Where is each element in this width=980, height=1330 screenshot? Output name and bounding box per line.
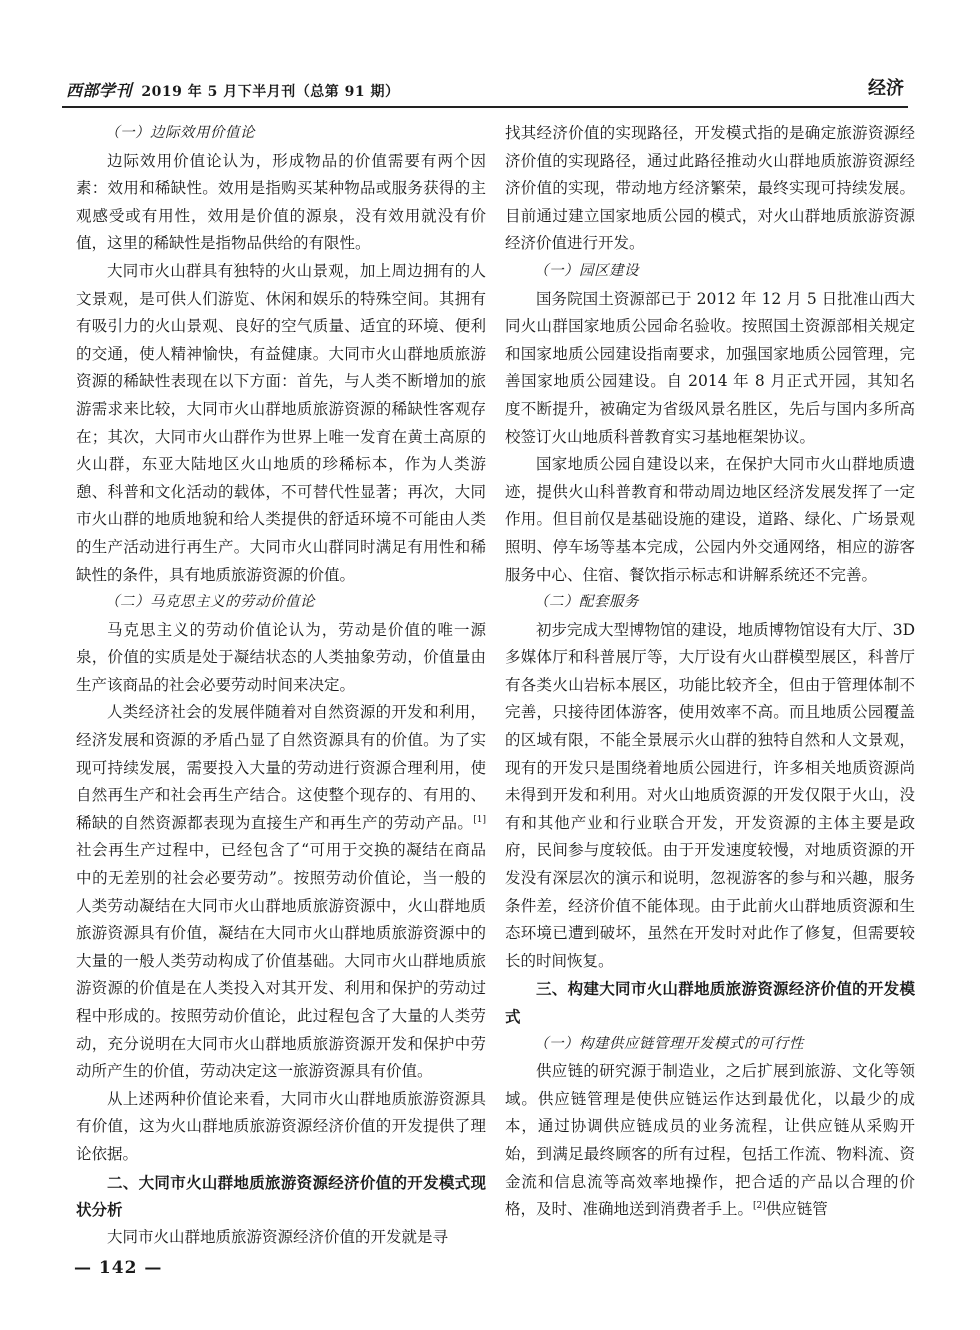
paragraph-text: 供应链的研究源于制造业，之后扩展到旅游、文化等领域。供应链管理是使供应链运作达到最优化，以最少的成本，通过协调供应链成员的业务流程，让供应链从采购开始，到满足最终顾客的所有过程，包括工作流、物料流、资金流和信息流等高效率地操作，把合适的产品以合理的价格，及时、准确地送到消费者手上。 — [505, 1062, 915, 1219]
page-number: — 142 — — [74, 1258, 163, 1278]
issue-info: 2019 年 5 月下半月刊（总第 91 期） — [141, 84, 400, 100]
section-heading: 三、构建大同市火山群地质旅游资源经济价值的开发模式 — [505, 979, 915, 1026]
paragraph: 边际效用价值论认为，形成物品的价值需要有两个因素：效用和稀缺性。效用是指购买某种物品或服务获得的主观感受或有用性，效用是价值的源泉，没有效用就没有价值，这里的稀缺性是指物品供给的有限性。 — [76, 151, 486, 253]
journal-name: 西部学刊 — [66, 81, 133, 100]
header-left — [66, 78, 399, 101]
paragraph: 国家地质公园自建设以来，在保护大同市火山群地质遗迹，提供火山科普教育和带动周边地区经济发展发挥了一定作用。但目前仅是基础设施的建设，道路、绿化、广场景观照明、停车场等基本完成，公园内外交通网络，相应的游客服务中心、住宿、餐饮指示标志和讲解系统还不完善。 — [505, 455, 915, 584]
subsection-heading: （一）构建供应链管理开发模式的可行性 — [534, 1035, 804, 1052]
left-column — [76, 120, 486, 1245]
paragraph: 从上述两种价值论来看，大同市火山群地质旅游资源具有价值，这为火山群地质旅游资源经济价值的开发提供了理论依据。 — [76, 1089, 486, 1163]
paragraph — [505, 1058, 915, 1224]
citation-ref: [1] — [473, 814, 486, 825]
paragraph: 初步完成大型博物馆的建设，地质博物馆设有大厅、3D 多媒体厅和科普展厅等，大厅设有火山群模型展区，科普厅有各类火山岩标本展区，功能比较齐全，但由于管理体制不完善，只接待团体游客，使用效率不高。而且地质公园覆盖的区域有限，不能全景展示火山群的独特自然和人文景观，现有的开发只是围绕着地质公园进行，许多相关地质资源尚未得到开发和利用。对火山地质资源的开发仅限于火山，没有和其他产业和行业联合开发，开发资源的主体主要是政府，民间参与度较低。由于开发速度较慢，对地质资源的开发没有深层次的演示和说明，忽视游客的参与和兴趣，服务条件差，经济价值不能体现。由于此前火山群地质资源和生态环境已遭到破坏，虽然在开发时对此作了修复，但需要较长的时间恢复。 — [505, 620, 915, 970]
subsection-heading: （二）配套服务 — [534, 594, 639, 611]
paragraph: 大同市火山群具有独特的火山景观，加上周边拥有的人文景观，是可供人们游览、休闲和娱乐的特殊空间。其拥有有吸引力的火山景观、良好的空气质量、适宜的环境、便利的交通，使人精神愉快，有益健康。大同市火山群地质旅游资源的稀缺性表现在以下方面：首先，与人类不断增加的旅游需求来比较，大同市火山群地质旅游资源的稀缺性客观存在；其次，大同市火山群作为世界上唯一发育在黄土高原的火山群，东亚大陆地区火山地质的珍稀标本，作为人类游憩、科普和文化活动的载体，不可替代性显著；再次，大同市火山群的地质地貌和给人类提供的舒适环境不可能由人类的生产活动进行再生产。大同市火山群同时满足有用性和稀缺性的条件，具有地质旅游资源的价值。 — [76, 261, 486, 584]
subsection-heading: （二）马克思主义的劳动价值论 — [105, 594, 315, 611]
subsection-heading: （一）园区建设 — [534, 262, 639, 279]
citation-ref: [2] — [753, 1201, 766, 1211]
right-column — [505, 120, 915, 1245]
paragraph — [76, 699, 486, 1085]
subsection-heading: （一）边际效用价值论 — [105, 125, 255, 141]
section-heading: 二、大同市火山群地质旅游资源经济价值的开发模式现状分析 — [76, 1172, 486, 1220]
paragraph-text: 社会再生产过程中，已经包含了“可用于交换的凝结在商品中的无差别的社会必要劳动”。按照劳动价值论，当一般的人类劳动凝结在大同市火山群地质旅游资源中，火山群地质旅游资源具有价值，凝结在大同市火山群地质旅游资源中的大量的一般人类劳动构成了价值基础。大同市火山群地质旅游资源的价值是在人类投入对其开发、利用和保护的劳动过程中形成的。按照劳动价值论，此过程包含了大量的人类劳动，充分说明在大同市火山群地质旅游资源开发和保护中劳动所产生的价值，劳动决定这一旅游资源具有价值。 — [76, 841, 486, 1081]
paragraph-text: 人类经济社会的发展伴随着对自然资源的开发和利用，经济发展和资源的矛盾凸显了自然资源具有的价值。为了实现可持续发展，需要投入大量的劳动进行资源合理利用，使自然再生产和社会再生产结合。这使整个现存的、有用的、稀缺的自然资源都表现为直接生产和再生产的劳动产品。 — [76, 703, 486, 832]
paragraph: 国务院国土资源部已于 2012 年 12 月 5 日批准山西大同火山群国家地质公园命名验收。按照国土资源部相关规定和国家地质公园建设指南要求，加强国家地质公园管理，完善国家地质公园建设。自 2014 年 8 月正式开园，其知名度不断提升，被确定为省级风景名胜区，先后与国内多所高校签订火山地质科普教育实习基地框架协议。 — [505, 289, 915, 446]
running-header — [62, 72, 908, 108]
paragraph: 马克思主义的劳动价值论认为，劳动是价值的唯一源泉，价值的实质是处于凝结状态的人类抽象劳动，价值量由生产该商品的社会必要劳动时间来决定。 — [76, 620, 486, 694]
section-label: 经济 — [868, 78, 904, 99]
paragraph: 找其经济价值的实现路径，开发模式指的是确定旅游资源经济价值的实现路径，通过此路径推动火山群地质旅游资源经济价值的实现，带动地方经济繁荣，最终实现可持续发展。目前通过建立国家地质公园的模式，对火山群地质旅游资源经济价值进行开发。 — [505, 124, 915, 253]
paragraph-text: 供应链管 — [765, 1200, 828, 1219]
paragraph: 大同市火山群地质旅游资源经济价值的开发就是寻 — [107, 1227, 449, 1245]
